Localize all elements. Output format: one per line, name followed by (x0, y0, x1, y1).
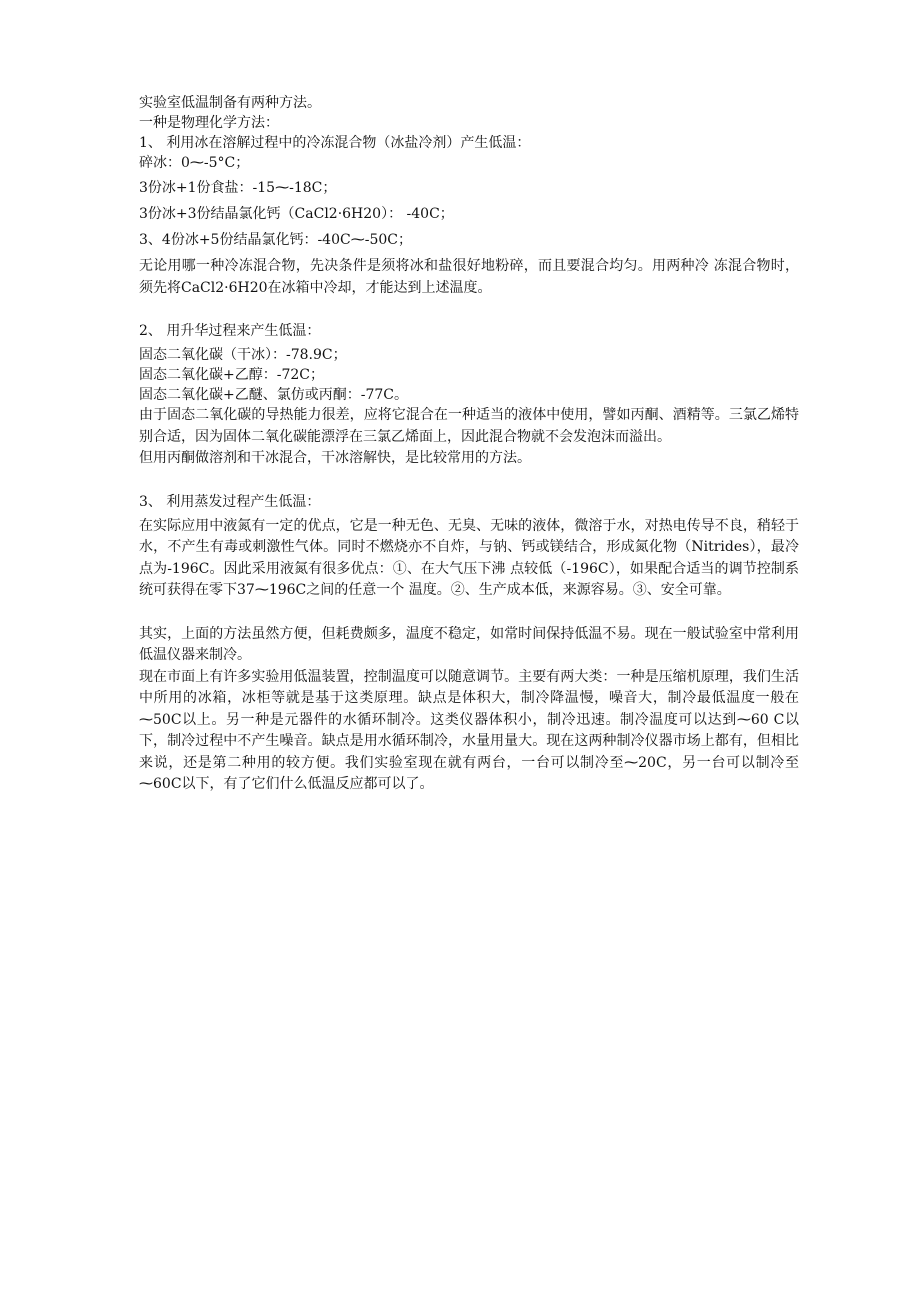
intro-line: 实验室低温制备有两种方法。 (139, 95, 321, 111)
spacer (139, 470, 799, 492)
section-2-item: 固态二氧化碳（干冰）：-78.9C； (139, 347, 347, 363)
section-1-heading: 1、 利用冰在溶解过程中的冷冻混合物（冰盐冷剂）产生低温： (139, 135, 531, 151)
section-1-item: 3、4份冰+5份结晶氯化钙：-40C⁓-50C； (139, 232, 412, 248)
spacer (139, 602, 799, 624)
section-2-paragraph: 由于固态二氧化碳的导热能力很差，应将它混合在一种适当的液体中使用，譬如丙酮、酒精等。三氯乙烯特别合适，因为固体二氧化碳能漂浮在三氯乙烯面上，因此混合物就不会发泡沫而溢出。 (139, 407, 799, 445)
section-3-paragraph: 在实际应用中液氮有一定的优点，它是一种无色、无臭、无味的液体，微溶于水，对热电传导不良，稍轻于水，不产生有毒或刺激性气体。同时不燃烧亦不自炸，与钠、钙或镁结合，形成氮化物（Nitrides），最冷点为-196C。因此采用液氮有很多优点：①、在大气压下沸 点较低（-196C），如果配合适当的调节控制系统可获得在零下37⁓196C之间的任意一个 温度。②、生产成本低，来源容易。③、安全可靠。 (139, 517, 799, 598)
section-1-item: 3份冰+3份结晶氯化钙（CaCl2·6H20）： -40C； (139, 206, 454, 222)
section-1-paragraph: 无论用哪一种冷冻混合物，先决条件是须将冰和盐很好地粉碎，而且要混合均匀。用两种冷 冻混合物时，须先将CaCl2·6H20在冰箱中冷却，才能达到上述温度。 (139, 258, 799, 296)
document-body (139, 93, 799, 796)
section-2-heading: 2、 用升华过程来产生低温： (139, 323, 321, 339)
section-3-heading: 3、 利用蒸发过程产生低温： (139, 493, 321, 510)
closing-paragraph: 现在市面上有许多实验用低温装置，控制温度可以随意调节。主要有两大类：一种是压缩机原理，我们生活中所用的冰箱，冰柜等就是基于这类原理。缺点是体积大，制冷降温慢，噪音大，制冷最低温度一般在⁓50C以上。另一种是元器件的水循环制冷。这类仪器体积小，制冷迅速。制冷温度可以达到⁓60 C以下，制冷过程中不产生噪音。缺点是用水循环制冷，水量用量大。现在这两种制冷仪器市场上都有，但相比来说，还是第二种用的较方便。我们实验室现在就有两台，一台可以制冷至⁓20C，另一台可以制冷至⁓60C以下，有了它们什么低温反应都可以了。 (139, 668, 799, 792)
closing-paragraph: 其实，上面的方法虽然方便，但耗费颇多，温度不稳定，如常时间保持低温不易。现在一般试验室中常利用低温仪器来制冷。 (139, 625, 799, 663)
section-2-item: 固态二氧化碳+乙醇：-72C； (139, 367, 324, 383)
section-2-item: 固态二氧化碳+乙醚、氯仿或丙酮：-77C。 (139, 387, 408, 403)
section-1-item: 碎冰：0⁓-5°C； (139, 155, 250, 171)
section-2-paragraph: 但用丙酮做溶剂和干冰混合，干冰溶解快，是比较常用的方法。 (139, 450, 531, 466)
section-1-item: 3份冰+1份食盐：-15⁓-18C； (139, 180, 337, 196)
spacer (139, 299, 799, 321)
method-heading: 一种是物理化学方法： (139, 115, 279, 131)
